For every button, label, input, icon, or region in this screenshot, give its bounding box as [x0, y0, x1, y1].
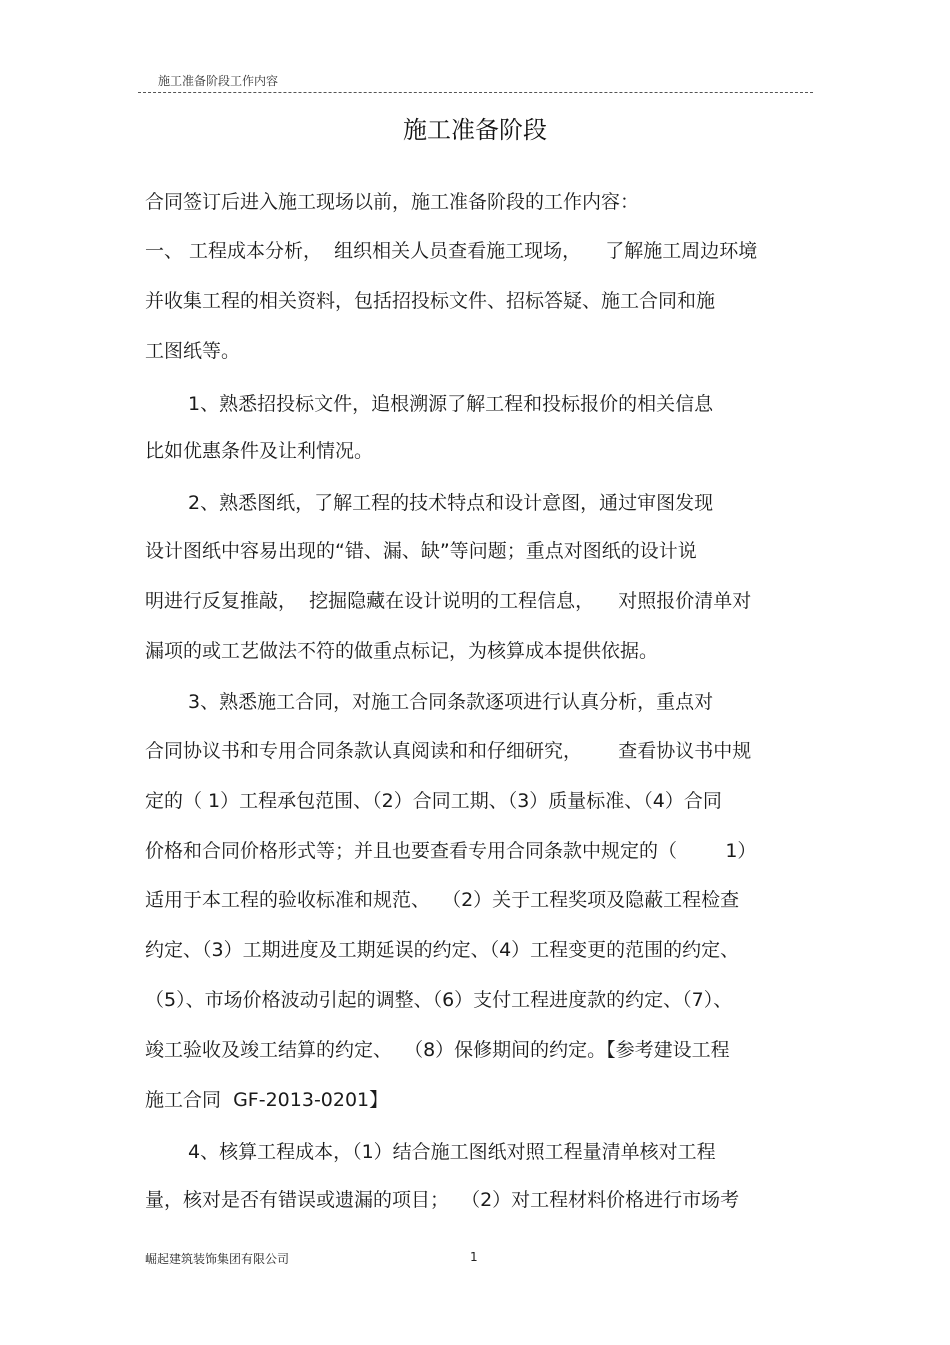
item-3-line-2: 合同协议书和专用合同条款认真阅读和和仔细研究， 查看协议书中规: [145, 740, 752, 762]
footer-company-name: 崛起建筑装饰集团有限公司: [145, 1252, 290, 1266]
item-3-line-4: 价格和合同价格形式等；并且也要查看专用合同条款中规定的（ 1）: [145, 840, 757, 862]
item-2-line-4: 漏项的或工艺做法不符的做重点标记，为核算成本提供依据。: [145, 640, 659, 662]
item-2-line-2: 设计图纸中容易出现的“错、漏、缺”等问题；重点对图纸的设计说: [145, 540, 697, 562]
document-title: 施工准备阶段: [403, 116, 547, 144]
intro-line: 合同签订后进入施工现场以前，施工准备阶段的工作内容：: [145, 191, 640, 213]
running-header: 施工准备阶段工作内容: [158, 74, 279, 88]
item-3-line-7: （5）、市场价格波动引起的调整、（6）支付工程进度款的约定、（7）、: [145, 989, 733, 1011]
item-3-line-6: 约定、（3）工期进度及工期延误的约定、（4）工程变更的范围的约定、: [145, 939, 740, 961]
header-divider: [138, 92, 813, 93]
item-4-line-1: 4、核算工程成本，（1）结合施工图纸对照工程量清单核对工程: [188, 1141, 716, 1163]
item-3-line-9: 施工合同 GF-2013-0201】: [145, 1089, 389, 1111]
item-3-line-3: 定的（ 1）工程承包范围、（2）合同工期、（3）质量标准、（4）合同: [145, 790, 722, 812]
section-one-line-1: 一、 工程成本分析， 组织相关人员查看施工现场， 了解施工周边环境: [145, 240, 758, 262]
section-one-line-2: 并收集工程的相关资料，包括招投标文件、招标答疑、施工合同和施: [145, 290, 716, 312]
item-2-line-3: 明进行反复推敲， 挖掘隐藏在设计说明的工程信息， 对照报价清单对: [145, 590, 752, 612]
item-3-line-1: 3、熟悉施工合同，对施工合同条款逐项进行认真分析，重点对: [188, 691, 714, 713]
item-2-line-1: 2、熟悉图纸，了解工程的技术特点和设计意图，通过审图发现: [188, 492, 714, 514]
item-1-line-1: 1、熟悉招投标文件，追根溯源了解工程和投标报价的相关信息: [188, 393, 714, 415]
item-4-line-2: 量，核对是否有错误或遗漏的项目； （2）对工程材料价格进行市场考: [145, 1189, 740, 1211]
item-3-line-8: 竣工验收及竣工结算的约定、 （8）保修期间的约定。【参考建设工程: [145, 1039, 730, 1061]
item-1-line-2: 比如优惠条件及让利情况。: [145, 440, 374, 462]
footer-page-number: 1: [470, 1250, 478, 1264]
section-one-line-3: 工图纸等。: [145, 340, 241, 362]
item-3-line-5: 适用于本工程的验收标准和规范、 （2）关于工程奖项及隐蔽工程检查: [145, 889, 740, 911]
